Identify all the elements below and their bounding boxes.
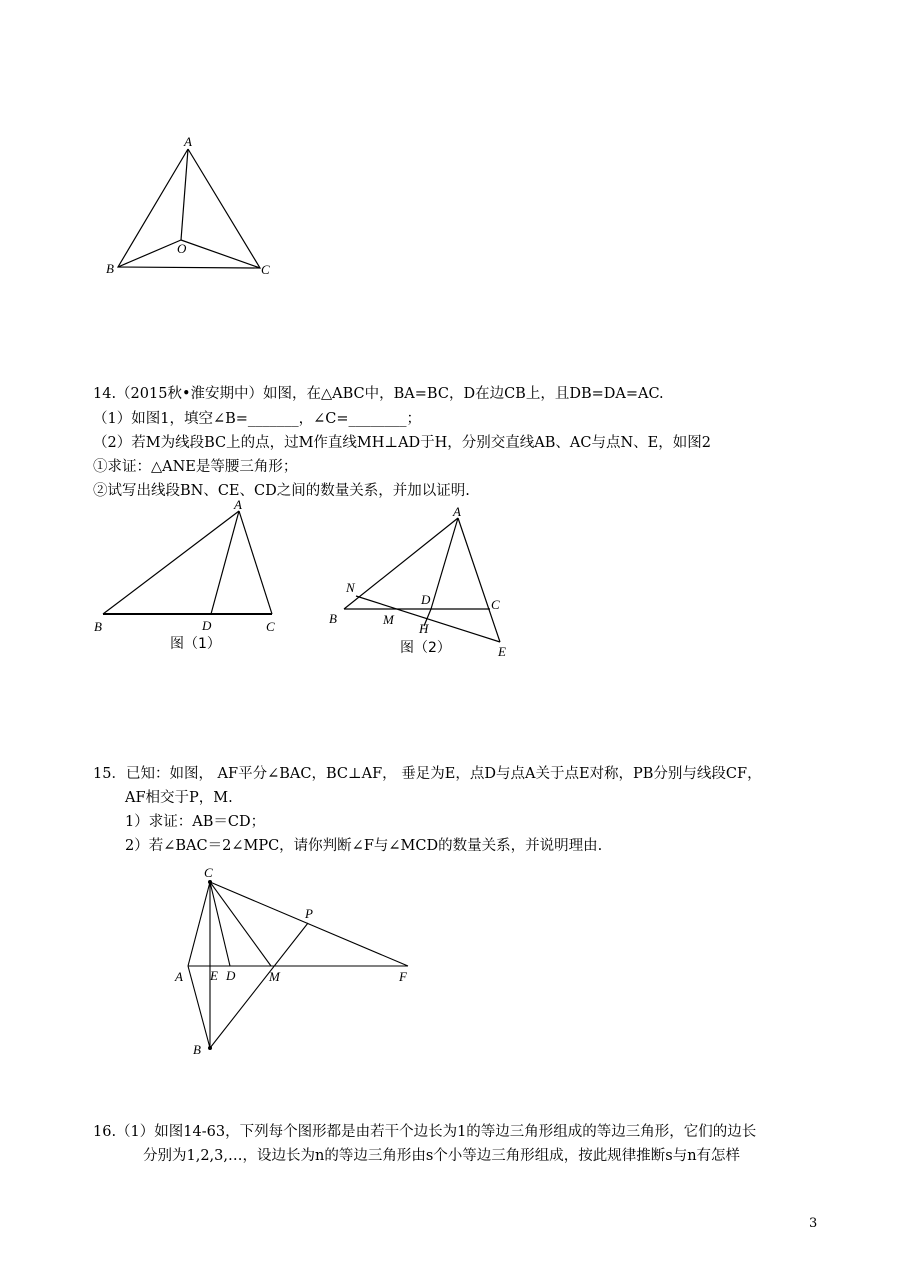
fig2-label-e: E	[498, 644, 506, 659]
fig2-label-n: N	[346, 580, 355, 595]
fig1-label-c: C	[266, 619, 275, 634]
q14-part1: （1）如图1，填空∠B=_______，∠C=________；	[93, 411, 422, 427]
q16-line1: 16.（1）如图14-63，下列每个图形都是由若干个边长为1的等边三角形组成的等边三角形，它们的边长	[93, 1124, 757, 1140]
q14-part2-1: ①求证：△ANE是等腰三角形；	[93, 459, 298, 475]
q15-line1: 15．已知：如图， AF平分∠BAC，BC⊥AF， 垂足为E，点D与点A关于点E对称，PB分别与线段CF，	[93, 766, 762, 782]
fig15-label-b: B	[193, 1042, 201, 1057]
label-b: B	[106, 261, 114, 276]
fig1-label-b: B	[94, 619, 102, 634]
q14-part2: （2）若M为线段BC上的点，过M作直线MH⊥AD于H，分别交直线AB、AC与点N、E，如图2	[93, 435, 711, 451]
fig15-label-f: F	[399, 969, 407, 984]
q15-part1: 1）求证：AB＝CD；	[125, 814, 266, 830]
fig1-label-d: D	[202, 618, 212, 633]
fig15-label-m: M	[269, 969, 280, 984]
q14-part2-2: ②试写出线段BN、CE、CD之间的数量关系，并加以证明.	[93, 483, 470, 499]
label-c: C	[261, 262, 270, 277]
fig15-label-e: E	[210, 968, 218, 983]
label-a: A	[184, 134, 192, 149]
fig15-label-d: D	[226, 968, 236, 983]
page-number: 3	[809, 1216, 818, 1231]
fig2-caption: 图（2）	[400, 640, 451, 656]
fig1-label-a: A	[234, 497, 242, 512]
fig15-label-p: P	[305, 906, 313, 921]
q15-line2: AF相交于P，M.	[125, 790, 233, 806]
fig2-label-b: B	[329, 611, 337, 626]
q15-part2: 2）若∠BAC＝2∠MPC，请你判断∠F与∠MCD的数量关系，并说明理由.	[125, 838, 603, 854]
q16-line2: 分别为1,2,3,…，设边长为n的等边三角形由s个小等边三角形组成，按此规律推断s与n有怎样	[143, 1148, 741, 1164]
fig2-label-a: A	[453, 504, 461, 519]
fig15-label-a: A	[175, 969, 183, 984]
fig2-label-m: M	[383, 612, 394, 627]
fig15-label-c: C	[204, 865, 213, 880]
q14-title: 14.（2015秋•淮安期中）如图，在△ABC中，BA=BC，D在边CB上，且DB=DA=AC.	[93, 386, 664, 402]
fig2-label-h: H	[419, 621, 429, 636]
fig2-label-d: D	[421, 592, 431, 607]
fig2-label-c: C	[491, 597, 500, 612]
label-o: O	[177, 241, 187, 256]
fig1-caption: 图（1）	[170, 636, 221, 652]
